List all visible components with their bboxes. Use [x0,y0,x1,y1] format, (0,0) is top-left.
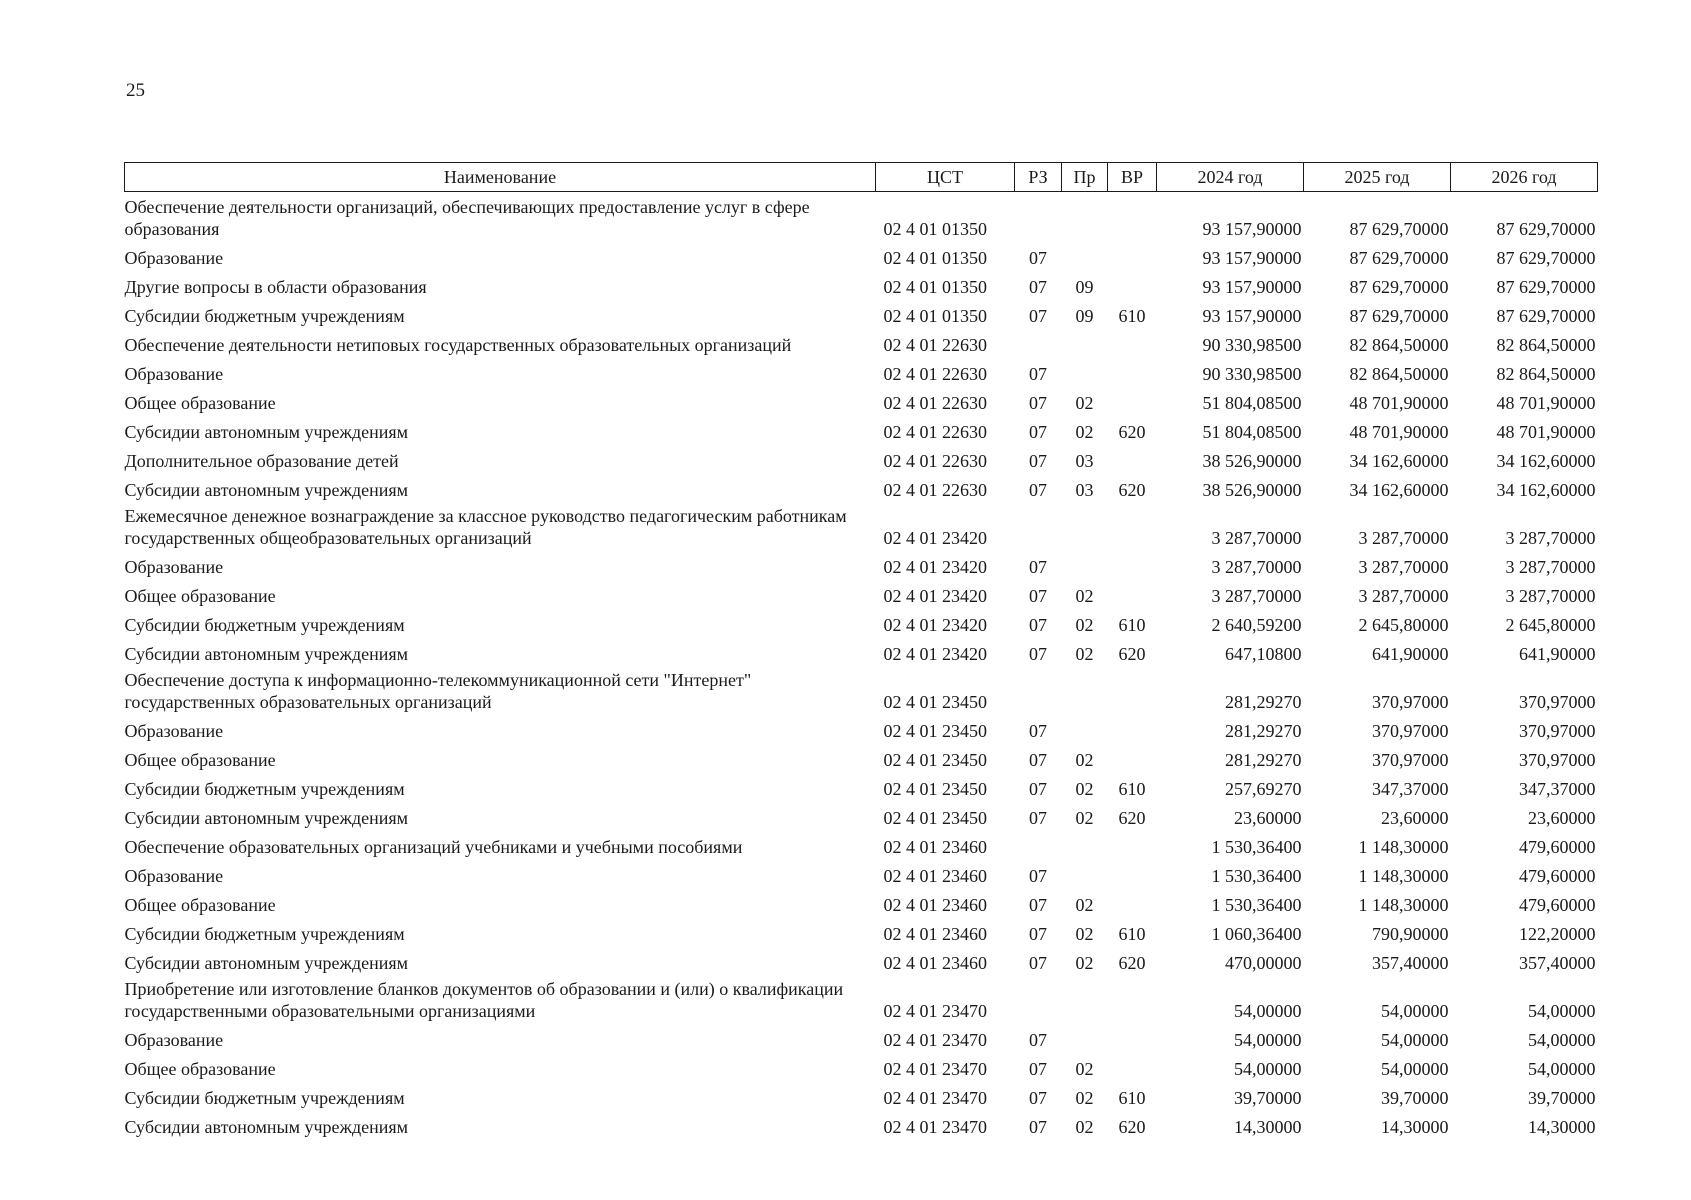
cell-2024: 93 157,90000 [1202,219,1302,239]
cell-rz: 07 [1029,364,1047,384]
cell-cst: 02 4 01 23460 [883,953,987,973]
cell-2026: 2 645,80000 [1505,615,1596,635]
cell-cst: 02 4 01 22630 [883,393,987,413]
cell-pr [1062,356,1108,385]
cell-name: Обеспечение деятельности организаций, обеспечивающих предоставление услуг в сфере образования [124,197,810,239]
cell-cst: 02 4 01 23450 [883,779,987,799]
cell-pr [1062,974,1108,1022]
cell-2024: 54,00000 [1234,1030,1302,1050]
cell-2025: 23,60000 [1381,808,1449,828]
cell-cst: 02 4 01 23420 [883,586,987,606]
cell-vr [1108,713,1157,742]
cell-name: Образование [124,364,224,384]
cell-2026: 357,40000 [1519,953,1596,973]
cell-rz: 07 [1029,248,1047,268]
table-row [125,1051,1598,1080]
table-row [125,240,1598,269]
cell-2024: 1 530,36400 [1211,866,1302,886]
cell-pr [1062,192,1108,241]
cell-2024: 647,10800 [1225,644,1302,664]
cell-2024: 51 804,08500 [1202,422,1302,442]
cell-cst: 02 4 01 01350 [883,248,987,268]
cell-cst: 02 4 01 23470 [883,1001,987,1021]
cell-2024: 23,60000 [1234,808,1302,828]
cell-cst: 02 4 01 22630 [883,480,987,500]
cell-pr: 09 [1075,277,1094,297]
cell-2025: 34 162,60000 [1349,451,1449,471]
cell-name: Общее образование [124,586,276,606]
cell-2026: 370,97000 [1519,721,1596,741]
cell-2026: 347,37000 [1519,779,1596,799]
cell-2026: 48 701,90000 [1496,393,1596,413]
cell-pr [1062,240,1108,269]
cell-cst: 02 4 01 01350 [883,219,987,239]
cell-vr [1108,974,1157,1022]
cell-2024: 54,00000 [1234,1001,1302,1021]
table-header [125,163,1598,192]
cell-pr [1062,549,1108,578]
table-row [125,887,1598,916]
cell-name: Субсидии бюджетным учреждениям [124,779,405,799]
cell-2025: 370,97000 [1372,750,1449,770]
cell-name: Субсидии автономным учреждениям [124,808,409,828]
cell-2026: 34 162,60000 [1496,451,1596,471]
cell-pr: 02 [1075,644,1094,664]
cell-rz: 07 [1029,451,1047,471]
table-row [125,1022,1598,1051]
table-row [125,356,1598,385]
table-row [125,742,1598,771]
cell-name: Субсидии бюджетным учреждениям [124,1088,405,1108]
cell-vr [1108,742,1157,771]
cell-2026: 82 864,50000 [1496,335,1596,355]
cell-name: Приобретение или изготовление бланков документов об образовании и (или) о квалификации государственными образовательными организациями [124,979,844,1021]
cell-cst: 02 4 01 23470 [883,1059,987,1079]
cell-vr [1108,192,1157,241]
cell-2025: 39,70000 [1381,1088,1449,1108]
cell-2025: 54,00000 [1381,1059,1449,1079]
cell-pr [1062,327,1108,356]
cell-2026: 39,70000 [1528,1088,1596,1108]
cell-name: Общее образование [124,393,276,413]
cell-cst: 02 4 01 23460 [883,837,987,857]
header-pr: Пр [1062,163,1108,192]
cell-name: Субсидии автономным учреждениям [124,480,409,500]
cell-cst: 02 4 01 01350 [883,277,987,297]
cell-pr: 03 [1075,480,1094,500]
cell-2024: 54,00000 [1234,1059,1302,1079]
cell-2025: 14,30000 [1381,1117,1449,1137]
cell-rz: 07 [1029,1030,1047,1050]
cell-2025: 357,40000 [1372,953,1449,973]
cell-name: Субсидии бюджетным учреждениям [124,615,405,635]
header-2026: 2026 год [1451,163,1598,192]
cell-pr: 02 [1075,1088,1094,1108]
cell-rz: 07 [1029,586,1047,606]
cell-2025: 1 148,30000 [1358,866,1449,886]
cell-rz [1015,829,1062,858]
cell-vr: 610 [1118,306,1146,326]
cell-rz: 07 [1029,924,1047,944]
cell-2025: 54,00000 [1381,1030,1449,1050]
cell-rz [1015,665,1062,713]
cell-name: Субсидии автономным учреждениям [124,422,409,442]
cell-rz: 07 [1029,1088,1047,1108]
cell-name: Обеспечение образовательных организаций учебниками и учебными пособиями [124,837,743,857]
header-2024: 2024 год [1157,163,1304,192]
cell-rz: 07 [1029,480,1047,500]
cell-vr [1108,356,1157,385]
cell-2026: 82 864,50000 [1496,364,1596,384]
table-row [125,298,1598,327]
cell-pr: 02 [1075,615,1094,635]
cell-2024: 281,29270 [1225,692,1302,712]
cell-2025: 1 148,30000 [1358,837,1449,857]
cell-name: Субсидии бюджетным учреждениям [124,306,405,326]
cell-2025: 87 629,70000 [1349,248,1449,268]
cell-name: Обеспечение доступа к информационно-телекоммуникационной сети "Интернет" государственных образовательных организаций [124,670,752,712]
cell-vr [1108,327,1157,356]
cell-rz: 07 [1029,808,1047,828]
cell-vr: 610 [1118,1088,1146,1108]
cell-2025: 3 287,70000 [1358,528,1449,548]
cell-name: Образование [124,1030,224,1050]
cell-2025: 3 287,70000 [1358,557,1449,577]
cell-2026: 370,97000 [1519,750,1596,770]
cell-2025: 48 701,90000 [1349,422,1449,442]
cell-2024: 2 640,59200 [1211,615,1302,635]
page-number: 25 [126,80,145,101]
cell-2026: 23,60000 [1528,808,1596,828]
table-row [125,771,1598,800]
cell-pr: 02 [1075,393,1094,413]
cell-2025: 82 864,50000 [1349,364,1449,384]
cell-pr: 02 [1075,895,1094,915]
table-row [125,636,1598,665]
cell-2025: 87 629,70000 [1349,277,1449,297]
cell-rz: 07 [1029,779,1047,799]
cell-2026: 479,60000 [1519,837,1596,857]
cell-2026: 87 629,70000 [1496,277,1596,297]
cell-2024: 3 287,70000 [1211,586,1302,606]
table-row [125,916,1598,945]
cell-rz: 07 [1029,557,1047,577]
cell-rz: 07 [1029,615,1047,635]
cell-rz: 07 [1029,644,1047,664]
cell-2026: 3 287,70000 [1505,528,1596,548]
cell-pr: 09 [1075,306,1094,326]
cell-vr: 620 [1118,808,1146,828]
cell-2024: 1 530,36400 [1211,837,1302,857]
cell-cst: 02 4 01 22630 [883,451,987,471]
cell-name: Образование [124,721,224,741]
cell-2025: 82 864,50000 [1349,335,1449,355]
cell-pr: 03 [1075,451,1094,471]
cell-vr [1108,1022,1157,1051]
cell-vr: 620 [1118,644,1146,664]
cell-2025: 370,97000 [1372,692,1449,712]
table-row [125,327,1598,356]
cell-2024: 1 530,36400 [1211,895,1302,915]
table-row [125,945,1598,974]
cell-2024: 281,29270 [1225,721,1302,741]
cell-2026: 479,60000 [1519,895,1596,915]
cell-rz: 07 [1029,393,1047,413]
cell-2025: 790,90000 [1372,924,1449,944]
cell-cst: 02 4 01 23470 [883,1088,987,1108]
table-row [125,665,1598,713]
cell-cst: 02 4 01 23450 [883,750,987,770]
cell-2026: 641,90000 [1519,644,1596,664]
table-row [125,269,1598,298]
cell-2025: 347,37000 [1372,779,1449,799]
cell-name: Обеспечение деятельности нетиповых государственных образовательных организаций [124,335,792,355]
cell-vr: 620 [1118,422,1146,442]
cell-vr [1108,549,1157,578]
cell-pr [1062,858,1108,887]
cell-vr [1108,443,1157,472]
cell-rz [1015,974,1062,1022]
table-row [125,192,1598,241]
cell-pr: 02 [1075,953,1094,973]
cell-cst: 02 4 01 23450 [883,808,987,828]
cell-2026: 87 629,70000 [1496,219,1596,239]
header-row [125,163,1598,192]
cell-2024: 3 287,70000 [1211,557,1302,577]
cell-cst: 02 4 01 01350 [883,306,987,326]
cell-2024: 3 287,70000 [1211,528,1302,548]
cell-vr [1108,858,1157,887]
cell-cst: 02 4 01 23420 [883,615,987,635]
cell-pr: 02 [1075,808,1094,828]
cell-cst: 02 4 01 22630 [883,422,987,442]
cell-name: Субсидии автономным учреждениям [124,644,409,664]
header-2025: 2025 год [1304,163,1451,192]
cell-2024: 1 060,36400 [1211,924,1302,944]
cell-cst: 02 4 01 23470 [883,1117,987,1137]
cell-rz: 07 [1029,750,1047,770]
cell-name: Ежемесячное денежное вознаграждение за классное руководство педагогическим работникам государственных общеобразовательных организаций [124,506,847,548]
cell-vr [1108,665,1157,713]
table-row [125,443,1598,472]
cell-rz: 07 [1029,721,1047,741]
cell-cst: 02 4 01 23420 [883,528,987,548]
cell-2024: 38 526,90000 [1202,451,1302,471]
cell-pr [1062,829,1108,858]
cell-2025: 87 629,70000 [1349,306,1449,326]
table-row [125,549,1598,578]
cell-2025: 54,00000 [1381,1001,1449,1021]
cell-2026: 54,00000 [1528,1059,1596,1079]
cell-rz: 07 [1029,953,1047,973]
cell-2026: 122,20000 [1519,924,1596,944]
cell-vr [1108,385,1157,414]
cell-name: Общее образование [124,895,276,915]
table-row [125,385,1598,414]
cell-2024: 281,29270 [1225,750,1302,770]
cell-pr [1062,501,1108,549]
cell-2026: 479,60000 [1519,866,1596,886]
table-body [125,192,1598,1139]
cell-2024: 38 526,90000 [1202,480,1302,500]
cell-name: Субсидии автономным учреждениям [124,953,409,973]
cell-2026: 48 701,90000 [1496,422,1596,442]
cell-2024: 90 330,98500 [1202,364,1302,384]
cell-cst: 02 4 01 23450 [883,721,987,741]
cell-vr: 610 [1118,779,1146,799]
cell-rz: 07 [1029,1117,1047,1137]
cell-2026: 370,97000 [1519,692,1596,712]
cell-cst: 02 4 01 22630 [883,364,987,384]
cell-2026: 34 162,60000 [1496,480,1596,500]
cell-pr: 02 [1075,1059,1094,1079]
header-cst: ЦСТ [876,163,1015,192]
table-row [125,800,1598,829]
cell-2025: 641,90000 [1372,644,1449,664]
cell-vr [1108,240,1157,269]
cell-name: Субсидии бюджетным учреждениям [124,924,405,944]
cell-cst: 02 4 01 23420 [883,644,987,664]
cell-cst: 02 4 01 23460 [883,866,987,886]
header-vr: ВР [1108,163,1157,192]
cell-rz [1015,501,1062,549]
cell-vr: 610 [1118,615,1146,635]
cell-name: Образование [124,557,224,577]
cell-cst: 02 4 01 23460 [883,924,987,944]
cell-2024: 90 330,98500 [1202,335,1302,355]
cell-cst: 02 4 01 23460 [883,895,987,915]
cell-2024: 470,00000 [1225,953,1302,973]
cell-vr [1108,578,1157,607]
cell-2025: 34 162,60000 [1349,480,1449,500]
cell-2025: 3 287,70000 [1358,586,1449,606]
cell-pr: 02 [1075,586,1094,606]
cell-cst: 02 4 01 23450 [883,692,987,712]
cell-cst: 02 4 01 22630 [883,335,987,355]
cell-cst: 02 4 01 23470 [883,1030,987,1050]
header-rz: РЗ [1015,163,1062,192]
cell-vr: 620 [1118,480,1146,500]
cell-vr [1108,1051,1157,1080]
cell-name: Субсидии автономным учреждениям [124,1117,409,1137]
budget-table [124,162,1598,1138]
table-row [125,858,1598,887]
cell-2026: 14,30000 [1528,1117,1596,1137]
cell-pr: 02 [1075,750,1094,770]
cell-2026: 54,00000 [1528,1001,1596,1021]
cell-2024: 14,30000 [1234,1117,1302,1137]
table-row [125,1109,1598,1138]
cell-2026: 3 287,70000 [1505,557,1596,577]
cell-2025: 48 701,90000 [1349,393,1449,413]
cell-vr: 620 [1118,1117,1146,1137]
table-row [125,974,1598,1022]
cell-2024: 93 157,90000 [1202,277,1302,297]
cell-pr [1062,665,1108,713]
cell-vr: 610 [1118,924,1146,944]
cell-rz [1015,327,1062,356]
cell-2026: 87 629,70000 [1496,306,1596,326]
cell-rz: 07 [1029,277,1047,297]
cell-2024: 93 157,90000 [1202,306,1302,326]
cell-cst: 02 4 01 23420 [883,557,987,577]
cell-2024: 51 804,08500 [1202,393,1302,413]
cell-rz: 07 [1029,1059,1047,1079]
table-row [125,713,1598,742]
cell-2025: 1 148,30000 [1358,895,1449,915]
table-row [125,501,1598,549]
cell-name: Другие вопросы в области образования [124,277,427,297]
cell-name: Общее образование [124,1059,276,1079]
cell-2026: 3 287,70000 [1505,586,1596,606]
cell-pr [1062,1022,1108,1051]
cell-2025: 370,97000 [1372,721,1449,741]
table-row [125,414,1598,443]
cell-pr: 02 [1075,422,1094,442]
table-row [125,829,1598,858]
cell-vr: 620 [1118,953,1146,973]
cell-rz: 07 [1029,895,1047,915]
cell-pr: 02 [1075,924,1094,944]
cell-2024: 257,69270 [1225,779,1302,799]
cell-2024: 93 157,90000 [1202,248,1302,268]
cell-2026: 54,00000 [1528,1030,1596,1050]
cell-name: Образование [124,248,224,268]
cell-pr: 02 [1075,779,1094,799]
cell-vr [1108,501,1157,549]
cell-rz: 07 [1029,866,1047,886]
cell-name: Образование [124,866,224,886]
cell-pr [1062,713,1108,742]
cell-2026: 87 629,70000 [1496,248,1596,268]
cell-rz: 07 [1029,306,1047,326]
cell-2024: 39,70000 [1234,1088,1302,1108]
cell-vr [1108,829,1157,858]
cell-pr: 02 [1075,1117,1094,1137]
cell-rz [1015,192,1062,241]
header-name: Наименование [125,163,876,192]
table-row [125,1080,1598,1109]
cell-rz: 07 [1029,422,1047,442]
table-row [125,472,1598,501]
table-row [125,607,1598,636]
cell-name: Общее образование [124,750,276,770]
cell-2025: 87 629,70000 [1349,219,1449,239]
cell-vr [1108,269,1157,298]
cell-name: Дополнительное образование детей [124,451,399,471]
cell-2025: 2 645,80000 [1358,615,1449,635]
cell-vr [1108,887,1157,916]
table-row [125,578,1598,607]
